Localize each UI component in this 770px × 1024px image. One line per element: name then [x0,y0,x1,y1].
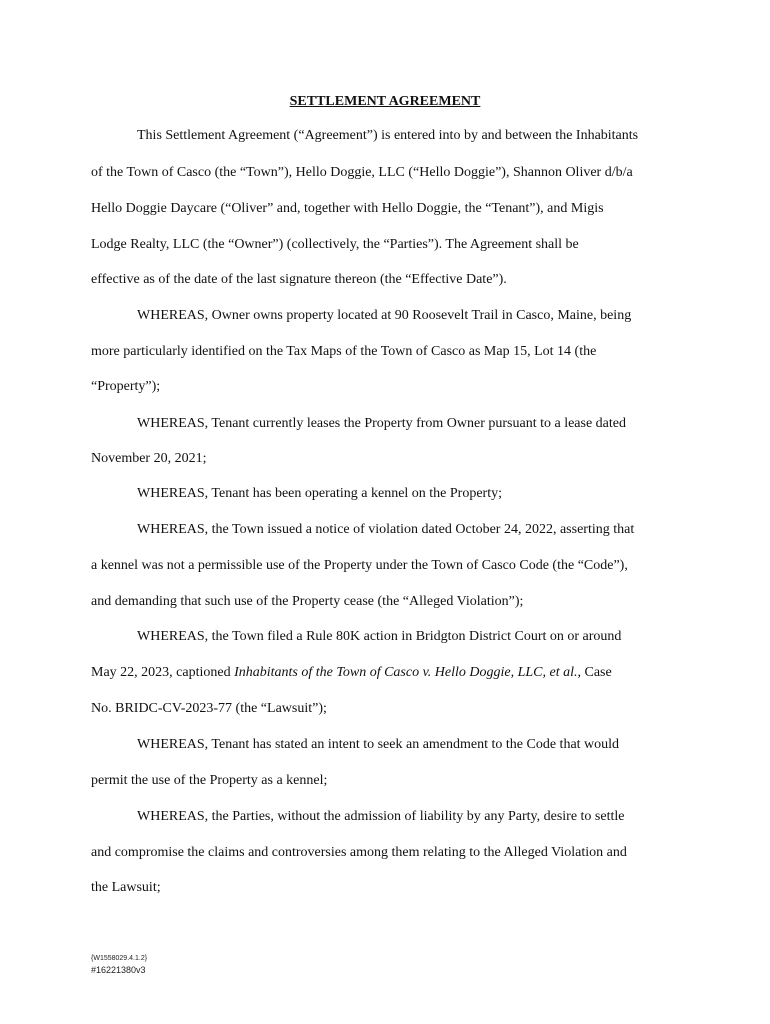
paragraph-line: more particularly identified on the Tax Maps of the Town of Casco as Map 15, Lot 14 (the [91,344,597,359]
paragraph-line: “Property”); [91,379,161,394]
paragraph-line: permit the use of the Property as a kennel; [91,773,328,788]
paragraph-line: No. BRIDC-CV-2023-77 (the “Lawsuit”); [91,701,327,716]
paragraph-line: WHEREAS, the Town filed a Rule 80K action in Bridgton District Court on or around [137,629,622,644]
footer-reference: {W1558029.4.1.2} [91,955,148,962]
paragraph-line: Lodge Realty, LLC (the “Owner”) (collectively, the “Parties”). The Agreement shall be [91,237,579,252]
paragraph-line: of the Town of Casco (the “Town”), Hello Doggie, LLC (“Hello Doggie”), Shannon Oliver d/b/a [91,165,633,180]
paragraph-line: WHEREAS, the Town issued a notice of violation dated October 24, 2022, asserting that [137,522,635,537]
paragraph-line: WHEREAS, Tenant has stated an intent to seek an amendment to the Code that would [137,737,620,752]
paragraph-line: a kennel was not a permissible use of the Property under the Town of Casco Code (the “Code”), [91,558,628,573]
paragraph-line [91,664,612,682]
case-caption: Inhabitants of the Town of Casco v. Hello Doggie, LLC, et al. [234,665,578,680]
paragraph-line: WHEREAS, Tenant has been operating a kennel on the Property; [137,486,502,501]
paragraph-line: and compromise the claims and controversies among them relating to the Alleged Violation and [91,845,627,860]
line-text: May 22, 2023, captioned [91,665,235,680]
paragraph-line: WHEREAS, the Parties, without the admission of liability by any Party, desire to settle [137,809,625,824]
footer-document-id: #16221380v3 [91,965,146,975]
document-title: SETTLEMENT AGREEMENT [289,94,481,109]
paragraph-line: and demanding that such use of the Property cease (the “Alleged Violation”); [91,594,524,609]
paragraph-line: WHEREAS, Owner owns property located at 90 Roosevelt Trail in Casco, Maine, being [137,308,632,323]
paragraph-line: This Settlement Agreement (“Agreement”) is entered into by and between the Inhabitants [137,128,639,143]
line-text: , Case [577,665,612,680]
paragraph-line: the Lawsuit; [91,880,161,895]
paragraph-line: Hello Doggie Daycare (“Oliver” and, together with Hello Doggie, the “Tenant”), and Migis [91,201,604,216]
paragraph-line: effective as of the date of the last signature thereon (the “Effective Date”). [91,272,507,287]
paragraph-line: November 20, 2021; [91,451,207,466]
paragraph-line: WHEREAS, Tenant currently leases the Property from Owner pursuant to a lease dated [137,416,627,431]
